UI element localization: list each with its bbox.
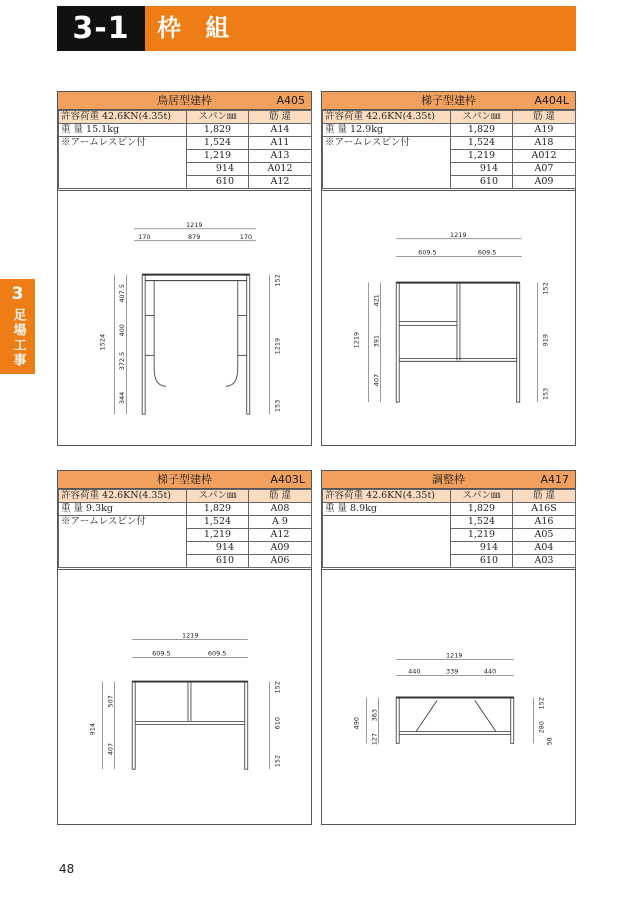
frame-panel-a403l xyxy=(57,470,312,825)
section-number: 3-1 xyxy=(57,6,145,51)
frame-panel-a405 xyxy=(57,91,312,446)
spec-table xyxy=(58,489,312,568)
brace-value: A08 xyxy=(249,503,312,516)
panel-name: 梯子型建枠 xyxy=(421,94,476,107)
span-value: 914 xyxy=(451,163,513,176)
dim-h3: 372.5 xyxy=(118,351,127,371)
panel-header xyxy=(322,92,575,110)
panel-name: 調整枠 xyxy=(432,473,465,486)
brace-value: A12 xyxy=(249,176,312,189)
dim-r-bot: 58 xyxy=(545,737,554,746)
brace-value: A04 xyxy=(513,542,576,555)
panel-header xyxy=(58,92,311,110)
brace-value: A11 xyxy=(249,137,312,150)
span-value: 1,829 xyxy=(451,503,513,516)
dim-r-top: 152 xyxy=(273,681,282,694)
panel-code: A417 xyxy=(540,473,569,486)
spec-table xyxy=(322,110,576,189)
dim-right: 170 xyxy=(239,232,253,241)
span-value: 610 xyxy=(187,176,249,189)
span-value: 1,524 xyxy=(451,137,513,150)
chapter-label: 足場工事 xyxy=(10,308,26,368)
dim-height: 490 xyxy=(352,717,361,730)
dim-h1: 507 xyxy=(106,695,115,708)
brace-value: A 9 xyxy=(249,516,312,529)
panel-code: A404L xyxy=(534,94,569,107)
brace-value: A13 xyxy=(249,150,312,163)
dim-r-mid: 610 xyxy=(273,717,282,730)
dim-height: 1219 xyxy=(352,331,361,349)
frame-drawing-a404l xyxy=(322,190,575,445)
dim-w3: 440 xyxy=(483,667,497,676)
span-header: スパン㎜ xyxy=(451,111,513,124)
load-header: 許容荷重 42.6KN(4.35t) xyxy=(59,490,187,503)
brace-value: A09 xyxy=(513,176,576,189)
frame-panel-a417 xyxy=(321,470,576,825)
span-value: 1,829 xyxy=(451,124,513,137)
load-header: 許容荷重 42.6KN(4.35t) xyxy=(323,111,451,124)
span-value: 1,219 xyxy=(187,529,249,542)
brace-value: A012 xyxy=(513,150,576,163)
brace-header: 筋 違 xyxy=(249,111,312,124)
section-title: 枠 組 xyxy=(157,14,238,42)
frame-drawing-a403l xyxy=(58,569,311,824)
dim-width: 1219 xyxy=(185,220,203,229)
span-header: スパン㎜ xyxy=(187,490,249,503)
dim-r-top: 152 xyxy=(537,697,546,710)
chapter-number: 3 xyxy=(11,284,24,304)
span-value: 1,524 xyxy=(187,137,249,150)
panel-name: 梯子型建枠 xyxy=(157,473,212,486)
brace-header: 筋 違 xyxy=(513,111,576,124)
dim-r-top: 152 xyxy=(541,282,550,295)
dim-r-bot: 153 xyxy=(541,387,550,401)
span-value: 610 xyxy=(451,555,513,568)
brace-value: A012 xyxy=(249,163,312,176)
brace-value: A07 xyxy=(513,163,576,176)
brace-value: A14 xyxy=(249,124,312,137)
dim-width: 1219 xyxy=(182,631,199,640)
load-header: 許容荷重 42.6KN(4.35t) xyxy=(323,490,451,503)
note-text: ※アームレスピン付 xyxy=(323,137,451,150)
dim-w1: 440 xyxy=(408,667,421,676)
note-text: ※アームレスピン付 xyxy=(59,137,187,150)
span-header: スパン㎜ xyxy=(451,490,513,503)
brace-value: A03 xyxy=(513,555,576,568)
dim-h4: 344 xyxy=(118,391,127,405)
span-value: 914 xyxy=(187,163,249,176)
span-value: 610 xyxy=(187,555,249,568)
span-value: 914 xyxy=(187,542,249,555)
brace-value: A05 xyxy=(513,529,576,542)
dim-h2: 391 xyxy=(372,335,381,348)
span-value: 1,524 xyxy=(451,516,513,529)
dim-width: 1219 xyxy=(446,651,463,660)
dim-h1: 421 xyxy=(372,294,381,307)
span-value: 1,829 xyxy=(187,503,249,516)
panel-code: A403L xyxy=(270,473,305,486)
span-value: 1,219 xyxy=(187,150,249,163)
panel-name: 鳥居型建枠 xyxy=(157,94,212,107)
span-value: 1,219 xyxy=(451,150,513,163)
frame-drawing-a405 xyxy=(58,190,311,445)
span-value: 1,219 xyxy=(451,529,513,542)
load-header: 許容荷重 42.6KN(4.35t) xyxy=(59,111,187,124)
weight-text: 重 量 8.9kg xyxy=(323,503,451,516)
dim-half-a: 609.5 xyxy=(418,248,437,257)
dim-h2: 407 xyxy=(106,742,115,756)
brace-value: A09 xyxy=(249,542,312,555)
dim-r-top: 152 xyxy=(273,274,282,287)
dim-w2: 339 xyxy=(446,667,459,676)
dim-height: 1524 xyxy=(98,333,107,351)
dim-mid: 879 xyxy=(187,232,201,241)
panel-code: A405 xyxy=(276,94,305,107)
dim-r-mid: 919 xyxy=(541,334,550,347)
dim-r-mid: 1219 xyxy=(273,337,282,355)
spec-table xyxy=(58,110,312,189)
panel-header xyxy=(58,471,311,489)
brace-value: A16S xyxy=(513,503,576,516)
dim-h3: 407 xyxy=(372,373,381,387)
dim-r-bot: 152 xyxy=(273,754,282,768)
dim-h1: 407.5 xyxy=(118,284,127,303)
dim-h1: 363 xyxy=(370,709,379,722)
span-value: 610 xyxy=(451,176,513,189)
span-header: スパン㎜ xyxy=(187,111,249,124)
panel-header xyxy=(322,471,575,489)
frame-panel-a404l xyxy=(321,91,576,446)
dim-half-b: 609.5 xyxy=(477,248,497,257)
dim-h2: 400 xyxy=(118,324,127,337)
note-text: ※アームレスピン付 xyxy=(59,516,187,529)
brace-value: A12 xyxy=(249,529,312,542)
chapter-side-tab[interactable] xyxy=(0,279,35,374)
dim-r-bot: 153 xyxy=(273,399,282,413)
span-value: 1,829 xyxy=(187,124,249,137)
weight-text: 重 量 9.3kg xyxy=(59,503,187,516)
dim-left: 170 xyxy=(138,232,151,241)
brace-value: A18 xyxy=(513,137,576,150)
dim-width: 1219 xyxy=(449,230,467,239)
span-value: 1,524 xyxy=(187,516,249,529)
dim-r-mid: 280 xyxy=(537,720,546,734)
dim-half-a: 609.5 xyxy=(152,649,171,658)
weight-text: 重 量 15.1kg xyxy=(59,124,187,137)
spec-table xyxy=(322,489,576,568)
brace-value: A16 xyxy=(513,516,576,529)
brace-header: 筋 違 xyxy=(513,490,576,503)
dim-height: 914 xyxy=(88,722,97,736)
frame-drawing-a417 xyxy=(322,569,575,824)
page-number: 48 xyxy=(59,862,75,876)
dim-h2: 127 xyxy=(370,732,379,746)
dim-half-b: 609.5 xyxy=(207,649,227,658)
weight-text: 重 量 12.9kg xyxy=(323,124,451,137)
brace-value: A06 xyxy=(249,555,312,568)
brace-value: A19 xyxy=(513,124,576,137)
brace-header: 筋 違 xyxy=(249,490,312,503)
span-value: 914 xyxy=(451,542,513,555)
